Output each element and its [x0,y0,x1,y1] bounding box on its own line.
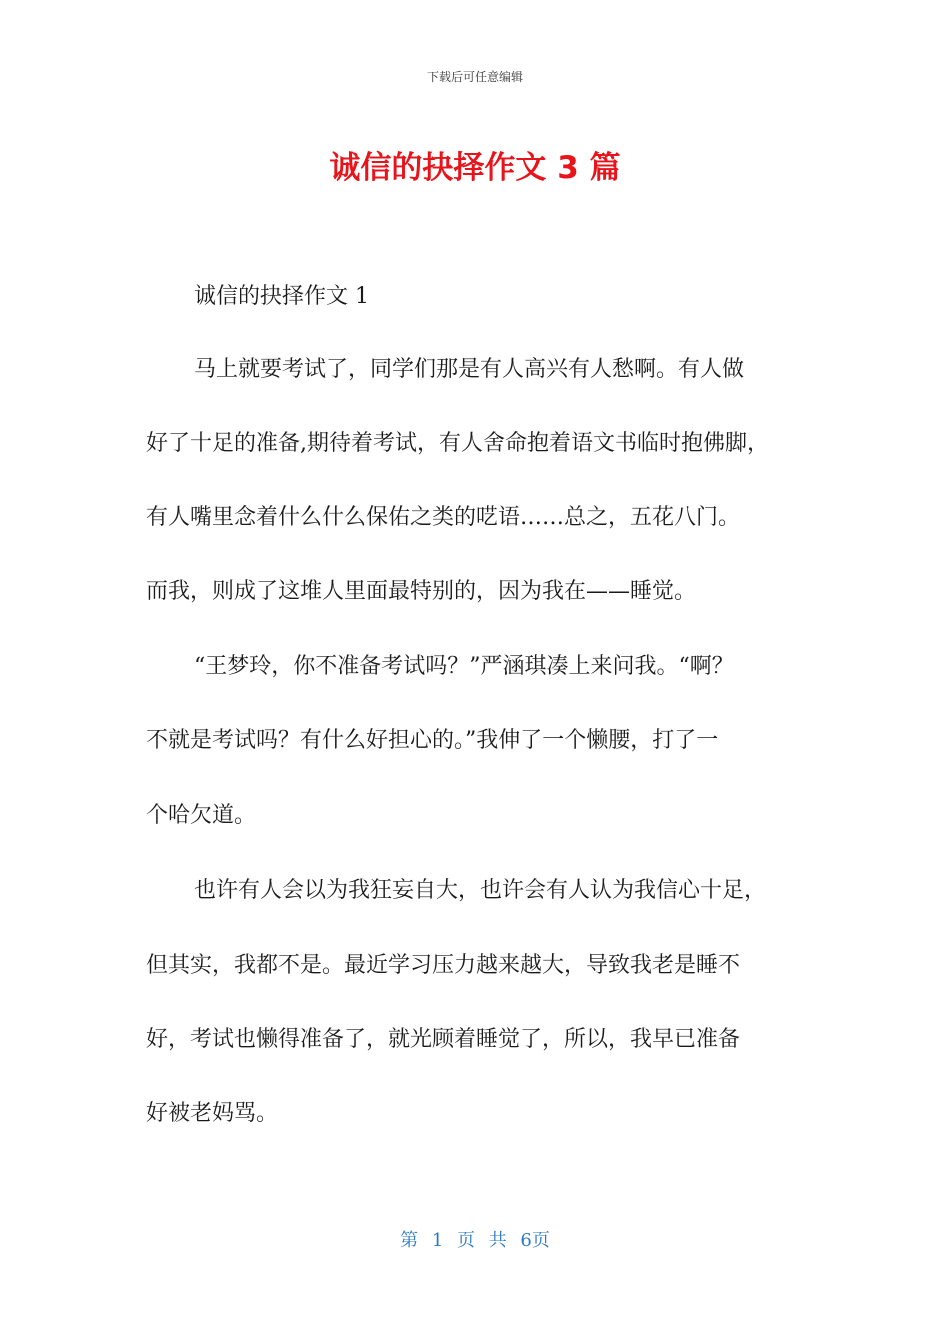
paragraph-line: 而我，则成了这堆人里面最特别的，因为我在——睡觉。 [146,579,697,604]
paragraph-line: 也许有人会以为我狂妄自大，也许会有人认为我信心十足， [194,878,767,903]
paragraph-line: 好了十足的准备,期待着考试，有人舍命抱着语文书临时抱佛脚， [146,431,769,456]
paragraph-line: 有人嘴里念着什么什么保佑之类的呓语……总之，五花八门。 [146,505,741,530]
paragraph-line: 但其实，我都不是。最近学习压力越来越大，导致我老是睡不 [146,953,741,978]
header-note: 下载后可任意编辑 [426,70,523,84]
paragraph-line: “王梦玲，你不准备考试吗？”严涵琪凑上来问我。“啊？ [194,654,734,679]
paragraph-line: 好，考试也懒得准备了，就光顾着睡觉了，所以，我早已准备 [146,1027,741,1052]
page-number-footer: 第 1 页 共 6页 [400,1230,550,1251]
section-heading: 诚信的抉择作文 1 [194,284,369,309]
paragraph-line: 马上就要考试了，同学们那是有人高兴有人愁啊。有人做 [194,357,745,382]
paragraph-line: 个哈欠道。 [146,803,257,828]
paragraph-line: 不就是考试吗？有什么好担心的。”我伸了一个懒腰，打了一 [146,728,719,753]
paragraph-line: 好被老妈骂。 [146,1101,279,1126]
document-title: 诚信的抉择作文 3 篇 [329,150,621,186]
